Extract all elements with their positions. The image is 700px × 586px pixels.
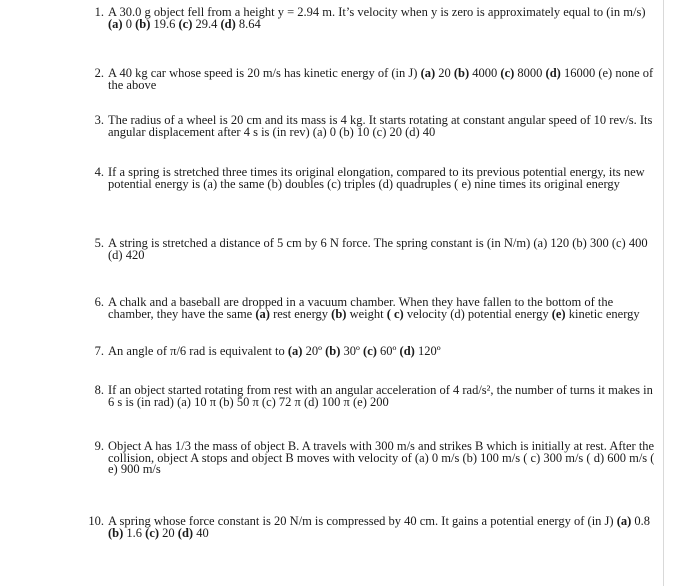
option-label: (c): [363, 344, 377, 358]
question-text-part: 20º: [302, 344, 326, 358]
question-number: 7.: [94, 344, 104, 358]
option-label: (b): [135, 16, 151, 31]
option-label: ( c): [386, 306, 404, 321]
question-number: 4.: [94, 165, 104, 179]
question-text: [108, 346, 656, 358]
question-number: 1.: [94, 5, 104, 19]
option-label: (b): [453, 66, 470, 80]
option-label: (d): [399, 344, 415, 358]
question-text-part: A chalk and a baseball are dropped in a vacuum chamber. When they have fallen to the bottom of the chamber, they have the same: [108, 295, 614, 321]
question-text-part: 8.64: [235, 16, 261, 31]
option-label: (e): [551, 306, 566, 321]
question-5: [94, 236, 656, 262]
question-text-part: 20: [435, 66, 454, 80]
question-2: [94, 66, 656, 92]
question-text: [108, 516, 656, 539]
question-8: [94, 383, 656, 409]
question-text-part: rest energy: [269, 306, 332, 321]
question-text-part: An angle of π/6 rad is equivalent to: [108, 344, 288, 358]
question-text-part: If an object started rotating from rest with an angular acceleration of 4 rad/s², the number of turns it makes in 6 s is (in rad) (a) 10 π (b) 50 π (c) 72 π (d) 100 π (e) 200: [108, 383, 653, 409]
option-label: (b): [325, 344, 341, 358]
question-text-part: 1.6: [123, 525, 146, 540]
option-label: (c): [145, 525, 160, 540]
question-text: [108, 238, 656, 261]
question-9: [94, 439, 656, 476]
option-label: (a): [616, 514, 632, 528]
question-text-part: 0.8: [631, 514, 651, 528]
question-text-part: 30º: [340, 344, 364, 358]
question-text-part: weight: [346, 306, 387, 321]
question-text-part: A 40 kg car whose speed is 20 m/s has kinetic energy of (in J): [108, 66, 421, 80]
question-10: [88, 514, 656, 540]
question-text-part: 8000: [514, 66, 546, 80]
question-text-part: The radius of a wheel is 20 cm and its mass is 4 kg. It starts rotating at constant angular speed of 10 rev/s. Its angular displacement after 4 s is (in rev) (a) 0 (b) 10 (c) 20 (d) 40: [108, 113, 653, 139]
question-text-part: If a spring is stretched three times its original elongation, compared to its previous potential energy, its new potential energy is (a) the same (b) doubles (c) triples (d) quadruples ( e) nine times its original energy: [108, 165, 645, 191]
question-6: [94, 295, 656, 321]
question-text-part: 4000: [469, 66, 501, 80]
question-number: 8.: [94, 383, 104, 397]
question-text-part: A spring whose force constant is 20 N/m is compressed by 40 cm. It gains a potential energy of (in J): [108, 514, 617, 528]
page-edge-divider: [663, 0, 664, 586]
question-number: 9.: [94, 439, 104, 453]
option-label: (a): [255, 306, 270, 321]
question-text-part: 20: [159, 525, 178, 540]
option-label: (d): [220, 16, 236, 31]
question-number: 6.: [94, 295, 104, 309]
question-number: 2.: [94, 66, 104, 80]
question-text-part: A string is stretched a distance of 5 cm by 6 N force. The spring constant is (in N/m) (a) 120 (b) 300 (c) 400 (d) 420: [108, 236, 648, 262]
question-text: [108, 7, 656, 30]
question-text-part: Object A has 1/3 the mass of object B. A travels with 300 m/s and strikes B which is initially at rest. After the collision, object A stops and object B moves with velocity of (a) 0 m/s (b) 100 m/s ( c) 300 m/s ( d) 600 m/s ( e) 900 m/s: [108, 439, 655, 476]
option-label: (b): [331, 306, 347, 321]
question-text-part: 40: [193, 525, 209, 540]
question-text-part: 120º: [414, 344, 441, 358]
question-text: [108, 68, 656, 91]
option-label: (c): [178, 16, 193, 31]
question-text-part: A 30.0 g object fell from a height y = 2.94 m. It’s velocity when y is zero is approximately equal to (in m/s): [108, 5, 646, 19]
question-number: 3.: [94, 113, 104, 127]
option-label: (b): [108, 525, 124, 540]
question-text-part: 0: [122, 16, 136, 31]
question-7: [94, 344, 656, 358]
option-label: (c): [500, 66, 515, 80]
question-text-part: 60º: [376, 344, 400, 358]
option-label: (d): [177, 525, 194, 540]
question-text-part: 29.4: [192, 16, 221, 31]
question-text: [108, 441, 656, 476]
question-number: 10.: [88, 514, 104, 528]
question-4: [94, 165, 656, 191]
question-text: [108, 115, 656, 138]
option-label: (d): [545, 66, 561, 80]
question-number: 5.: [94, 236, 104, 250]
question-text: [108, 297, 656, 320]
question-1: [94, 5, 656, 31]
question-text-part: kinetic energy: [565, 306, 640, 321]
question-text-part: velocity (d) potential energy: [403, 306, 552, 321]
question-text: [108, 167, 656, 190]
question-text: [108, 385, 656, 408]
question-3: [94, 113, 656, 139]
question-text-part: 19.6: [150, 16, 179, 31]
option-label: (a): [420, 66, 436, 80]
question-text-part: 16000 (e) none of the above: [108, 66, 654, 92]
option-label: (a): [287, 344, 303, 358]
option-label: (a): [108, 16, 123, 31]
